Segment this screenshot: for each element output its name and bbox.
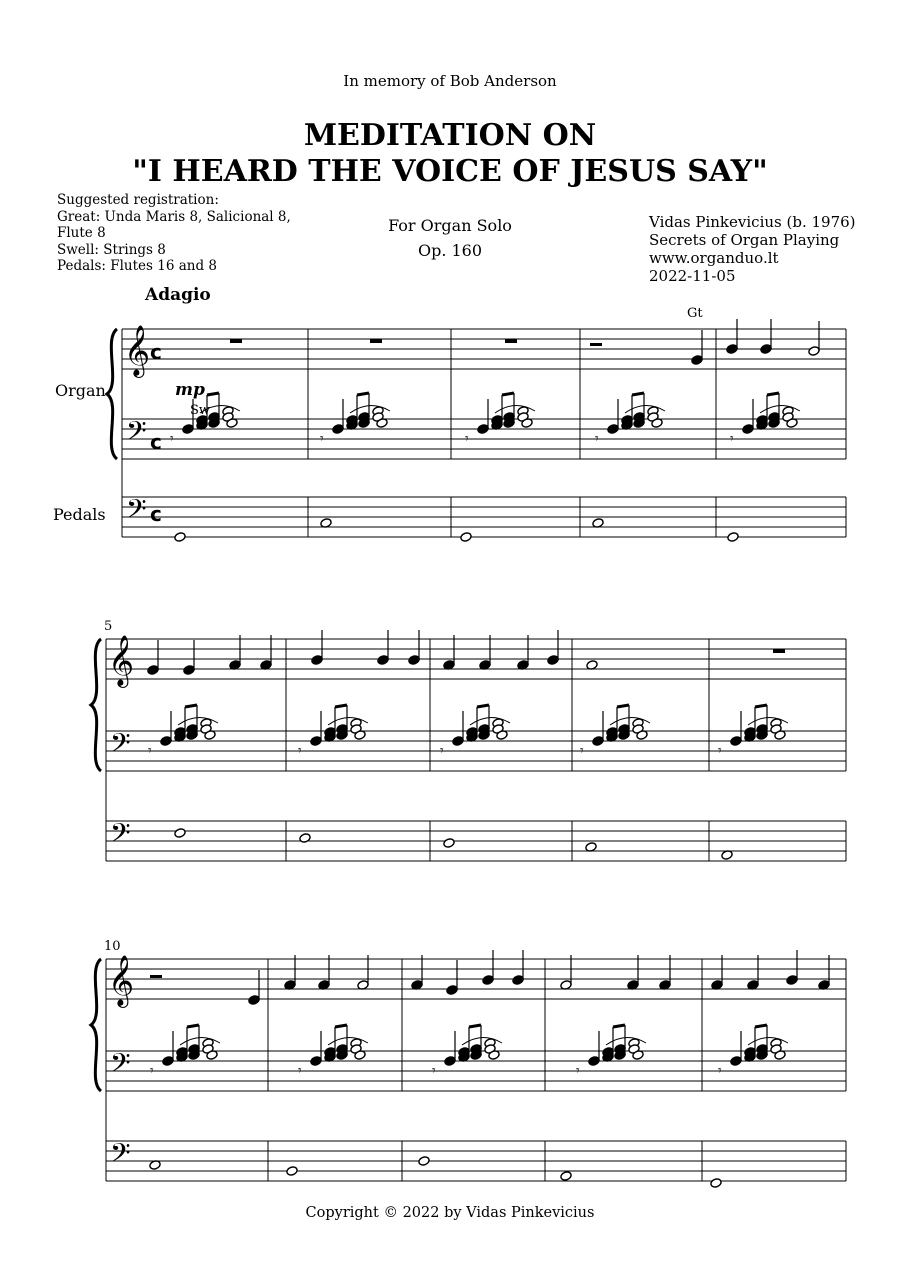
opus-number: Op. 160 [417, 241, 483, 260]
instrument-label-organ: Organ [55, 381, 106, 400]
accompaniment-chord [452, 705, 510, 746]
tie [328, 717, 368, 725]
eighth-rest: 𝄾 [580, 743, 584, 759]
notehead [377, 655, 389, 666]
eighth-rest: 𝄾 [298, 1063, 302, 1079]
whole-rest [773, 649, 785, 653]
treble-clef: 𝄞 [108, 635, 135, 686]
accompaniment-chord [730, 1025, 788, 1066]
time-signature: c [150, 430, 162, 454]
whole-rest [505, 339, 517, 343]
notehead [332, 424, 344, 435]
notehead [248, 995, 260, 1006]
registration-line: Suggested registration: [57, 192, 219, 208]
beam [767, 393, 779, 395]
eighth-rest: 𝄾 [730, 431, 734, 447]
notehead [160, 736, 172, 747]
notehead [691, 355, 703, 366]
beam [617, 705, 629, 707]
bass-clef: 𝄢 [110, 1137, 131, 1175]
brace [107, 329, 117, 459]
eighth-rest: 𝄾 [170, 431, 174, 447]
dynamic-marking: mp [175, 380, 205, 400]
beam [187, 1025, 199, 1027]
notehead [162, 1056, 174, 1067]
registration-line: Flute 8 [57, 225, 106, 241]
bass-clef: 𝄢 [110, 817, 131, 855]
accompaniment-chord [592, 705, 650, 746]
eighth-rest: 𝄾 [440, 743, 444, 759]
accompaniment-chord [332, 393, 390, 434]
tie [625, 405, 665, 413]
time-signature: c [150, 340, 162, 364]
notehead [727, 532, 739, 543]
beam [632, 393, 644, 395]
accompaniment-chord [742, 393, 800, 434]
eighth-rest: 𝄾 [432, 1063, 436, 1079]
composer-affiliation: Secrets of Organ Playing [649, 231, 840, 249]
tie [470, 717, 510, 725]
notehead [183, 665, 195, 676]
bass-clef: 𝄢 [110, 727, 131, 765]
eighth-rest: 𝄾 [718, 1063, 722, 1079]
notehead [311, 655, 323, 666]
notehead [710, 1178, 722, 1189]
brace [91, 959, 101, 1091]
time-signature: c [150, 502, 162, 526]
tie [495, 405, 535, 413]
notehead [560, 1171, 572, 1182]
accompaniment-chord [588, 1025, 646, 1066]
whole-rest [230, 339, 242, 343]
notehead [726, 344, 738, 355]
accompaniment-chord [310, 705, 368, 746]
tie [606, 1037, 646, 1045]
tie [178, 717, 218, 725]
beam [335, 705, 347, 707]
treble-clef: 𝄞 [124, 325, 151, 376]
notehead [443, 838, 455, 849]
eighth-rest: 𝄾 [298, 743, 302, 759]
notehead [444, 1056, 456, 1067]
beam [755, 705, 767, 707]
beam [755, 1025, 767, 1027]
eighth-rest: 𝄾 [150, 1063, 154, 1079]
notehead [310, 736, 322, 747]
score-labels [53, 306, 703, 954]
measure-number: 10 [104, 939, 121, 954]
notehead [607, 424, 619, 435]
title-line-2: "I HEARD THE VOICE OF JESUS SAY" [132, 154, 768, 189]
accompaniment-chord [310, 1025, 368, 1066]
notehead [418, 1156, 430, 1167]
manual-swell-label: Sw [190, 403, 211, 418]
brace [91, 639, 101, 771]
eighth-rest: 𝄾 [320, 431, 324, 447]
notehead [408, 655, 420, 666]
notehead [147, 665, 159, 676]
tempo-marking: Adagio [145, 285, 211, 305]
notehead [730, 1056, 742, 1067]
notehead [452, 736, 464, 747]
accompaniment-chord [730, 705, 788, 746]
eighth-rest: 𝄾 [465, 431, 469, 447]
notehead [808, 346, 820, 357]
notehead [730, 736, 742, 747]
half-rest [150, 975, 162, 978]
notehead [446, 985, 458, 996]
notehead [182, 424, 194, 435]
tie [180, 1037, 220, 1045]
manual-great-label: Gt [687, 306, 703, 321]
treble-clef: 𝄞 [108, 955, 135, 1006]
registration-line: Great: Unda Maris 8, Salicional 8, [57, 208, 291, 225]
beam [477, 705, 489, 707]
half-rest [590, 343, 602, 346]
notehead [174, 828, 186, 839]
beam [469, 1025, 481, 1027]
beam [207, 393, 219, 395]
notehead [299, 833, 311, 844]
registration-line: Swell: Strings 8 [57, 241, 166, 258]
notehead [592, 736, 604, 747]
instrument-label-pedals: Pedals [53, 505, 106, 524]
notehead [512, 975, 524, 986]
bass-clef: 𝄢 [126, 415, 147, 453]
title-line-1: MEDITATION ON [303, 118, 597, 153]
beam [502, 393, 514, 395]
accompaniment-chord [607, 393, 665, 434]
notehead [742, 424, 754, 435]
tie [462, 1037, 502, 1045]
beam [357, 393, 369, 395]
tie [350, 405, 390, 413]
measure-number: 5 [104, 619, 113, 634]
notehead [482, 975, 494, 986]
tie [748, 717, 788, 725]
composer-website: www.organduo.lt [649, 249, 779, 267]
notehead [174, 532, 186, 543]
bass-clef: 𝄢 [110, 1047, 131, 1085]
notehead [460, 532, 472, 543]
accompaniment-chord [160, 705, 218, 746]
tie [748, 1037, 788, 1045]
registration-line: Pedals: Flutes 16 and 8 [57, 258, 217, 274]
tie [328, 1037, 368, 1045]
notehead [310, 1056, 322, 1067]
eighth-rest: 𝄾 [576, 1063, 580, 1079]
notehead [760, 344, 772, 355]
composer-name: Vidas Pinkevicius (b. 1976) [649, 213, 856, 231]
eighth-rest: 𝄾 [148, 743, 152, 759]
notehead [588, 1056, 600, 1067]
notehead [786, 975, 798, 986]
tie [610, 717, 650, 725]
notehead [547, 655, 559, 666]
dedication: In memory of Bob Anderson [343, 72, 557, 90]
eighth-rest: 𝄾 [718, 743, 722, 759]
accompaniment-chord [444, 1025, 502, 1066]
subtitle: For Organ Solo [388, 216, 512, 235]
composition-date: 2022-11-05 [649, 267, 736, 285]
tie [760, 405, 800, 413]
whole-rest [370, 339, 382, 343]
accompaniment-chord [477, 393, 535, 434]
copyright: Copyright © 2022 by Vidas Pinkevicius [305, 1205, 595, 1221]
beam [613, 1025, 625, 1027]
eighth-rest: 𝄾 [595, 431, 599, 447]
beam [335, 1025, 347, 1027]
notehead [286, 1166, 298, 1177]
accompaniment-chord [162, 1025, 220, 1066]
bass-clef: 𝄢 [126, 493, 147, 531]
notehead [477, 424, 489, 435]
beam [185, 705, 197, 707]
